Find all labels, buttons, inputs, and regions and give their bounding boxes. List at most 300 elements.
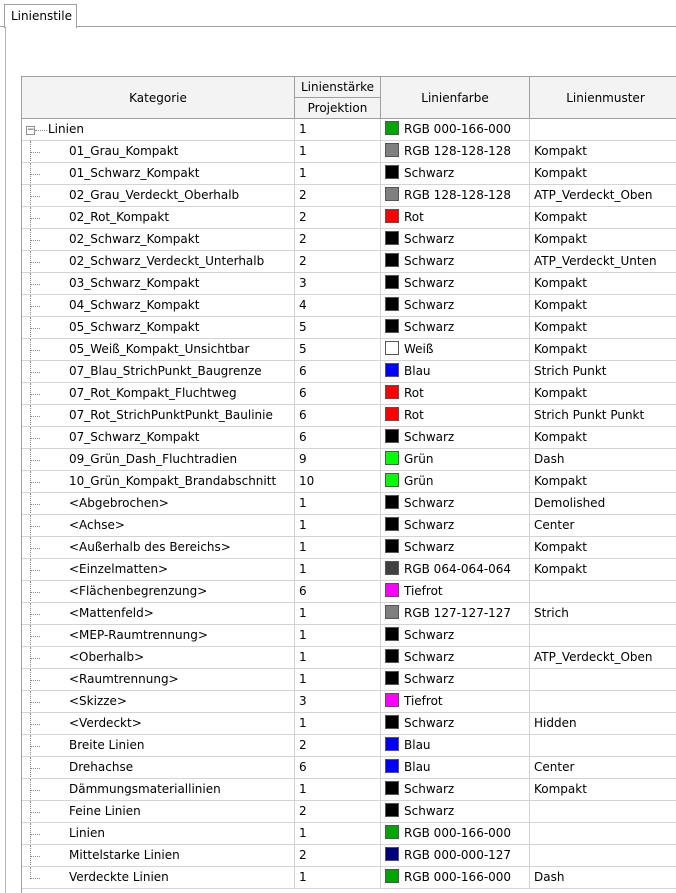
category-cell[interactable] bbox=[22, 647, 295, 669]
tab-linienstile[interactable]: Linienstile bbox=[4, 4, 77, 28]
table-row[interactable] bbox=[22, 229, 676, 251]
category-name: Linien bbox=[69, 826, 105, 840]
line-color-cell[interactable] bbox=[381, 383, 530, 405]
color-swatch-icon bbox=[385, 627, 399, 641]
category-cell[interactable] bbox=[22, 691, 295, 713]
header-projektion[interactable]: Projektion bbox=[295, 98, 381, 119]
category-cell[interactable] bbox=[22, 823, 295, 845]
line-weight-cell[interactable]: 9 bbox=[295, 449, 381, 471]
category-cell[interactable] bbox=[22, 449, 295, 471]
category-name: <Raumtrennung> bbox=[69, 672, 179, 686]
line-color-cell[interactable] bbox=[381, 581, 530, 603]
line-weight-cell[interactable]: 3 bbox=[295, 691, 381, 713]
color-swatch-icon bbox=[385, 649, 399, 663]
color-swatch-icon bbox=[385, 759, 399, 773]
tree-connector bbox=[30, 658, 40, 659]
line-pattern-cell[interactable]: Kompakt bbox=[530, 427, 676, 449]
table-row[interactable] bbox=[22, 537, 676, 559]
table-row[interactable] bbox=[22, 339, 676, 361]
tree-connector bbox=[30, 812, 40, 813]
line-color-label: Rot bbox=[404, 408, 424, 422]
tree-connector bbox=[30, 394, 40, 395]
category-name: 02_Schwarz_Kompakt bbox=[69, 232, 200, 246]
color-swatch-icon bbox=[385, 495, 399, 509]
line-color-cell[interactable] bbox=[381, 361, 530, 383]
color-swatch-icon bbox=[385, 385, 399, 399]
category-cell[interactable] bbox=[22, 471, 295, 493]
line-color-cell[interactable] bbox=[381, 823, 530, 845]
category-name: 01_Schwarz_Kompakt bbox=[69, 166, 200, 180]
line-color-label: Schwarz bbox=[404, 672, 455, 686]
tree-connector bbox=[30, 526, 40, 527]
line-color-label: Schwarz bbox=[404, 166, 455, 180]
line-color-label: Schwarz bbox=[404, 540, 455, 554]
category-cell[interactable] bbox=[22, 361, 295, 383]
table-row[interactable] bbox=[22, 207, 676, 229]
tree-connector bbox=[30, 570, 40, 571]
line-weight-cell[interactable]: 3 bbox=[295, 273, 381, 295]
category-cell[interactable] bbox=[22, 779, 295, 801]
table-row[interactable] bbox=[22, 383, 676, 405]
table-row[interactable] bbox=[22, 801, 676, 823]
line-pattern-cell[interactable]: Kompakt bbox=[530, 339, 676, 361]
line-color-label: RGB 064-064-064 bbox=[404, 562, 512, 576]
color-swatch-icon bbox=[385, 715, 399, 729]
category-cell[interactable] bbox=[22, 163, 295, 185]
color-swatch-icon bbox=[385, 473, 399, 487]
table-row[interactable] bbox=[22, 449, 676, 471]
line-color-cell[interactable] bbox=[381, 559, 530, 581]
line-pattern-cell[interactable] bbox=[530, 735, 676, 757]
line-weight-cell[interactable]: 2 bbox=[295, 185, 381, 207]
tree-connector bbox=[30, 460, 40, 461]
header-kategorie[interactable]: Kategorie bbox=[22, 77, 295, 119]
category-cell[interactable] bbox=[22, 119, 295, 141]
line-pattern-cell[interactable]: Hidden bbox=[530, 713, 676, 735]
category-name: 07_Rot_StrichPunktPunkt_Baulinie bbox=[69, 408, 273, 422]
tree-connector bbox=[30, 790, 40, 791]
category-name: 03_Schwarz_Kompakt bbox=[69, 276, 200, 290]
color-swatch-icon bbox=[385, 517, 399, 531]
color-swatch-icon bbox=[385, 737, 399, 751]
line-pattern-cell[interactable]: Strich Punkt bbox=[530, 361, 676, 383]
category-name: 07_Schwarz_Kompakt bbox=[69, 430, 200, 444]
color-swatch-icon bbox=[385, 605, 399, 619]
line-color-label: Tiefrot bbox=[404, 694, 443, 708]
category-cell[interactable] bbox=[22, 493, 295, 515]
line-weight-cell[interactable]: 6 bbox=[295, 361, 381, 383]
table-row[interactable] bbox=[22, 867, 676, 889]
tree-connector bbox=[30, 614, 40, 615]
category-name: Feine Linien bbox=[69, 804, 141, 818]
category-cell[interactable] bbox=[22, 757, 295, 779]
tree-connector bbox=[30, 262, 40, 263]
line-color-cell[interactable] bbox=[381, 141, 530, 163]
line-color-label: RGB 000-000-127 bbox=[404, 848, 512, 862]
category-cell[interactable] bbox=[22, 141, 295, 163]
line-color-cell[interactable] bbox=[381, 207, 530, 229]
line-color-label: Schwarz bbox=[404, 650, 455, 664]
color-swatch-icon bbox=[385, 693, 399, 707]
line-weight-cell[interactable]: 1 bbox=[295, 669, 381, 691]
line-pattern-cell[interactable]: Strich bbox=[530, 603, 676, 625]
color-swatch-icon bbox=[385, 209, 399, 223]
line-weight-cell[interactable]: 2 bbox=[295, 229, 381, 251]
table-row[interactable] bbox=[22, 669, 676, 691]
category-cell[interactable] bbox=[22, 845, 295, 867]
line-pattern-cell[interactable]: ATP_Verdeckt_Unten bbox=[530, 251, 676, 273]
line-weight-cell[interactable]: 1 bbox=[295, 713, 381, 735]
line-color-cell[interactable] bbox=[381, 845, 530, 867]
line-weight-cell[interactable]: 6 bbox=[295, 581, 381, 603]
tree-connector bbox=[30, 328, 40, 329]
color-swatch-icon bbox=[385, 451, 399, 465]
tree-connector bbox=[30, 702, 40, 703]
line-weight-cell[interactable]: 2 bbox=[295, 207, 381, 229]
line-weight-cell[interactable]: 1 bbox=[295, 867, 381, 889]
tree-connector bbox=[30, 372, 40, 373]
line-color-cell[interactable] bbox=[381, 119, 530, 141]
table-row[interactable] bbox=[22, 295, 676, 317]
line-pattern-cell[interactable]: Strich Punkt Punkt bbox=[530, 405, 676, 427]
line-color-cell[interactable] bbox=[381, 251, 530, 273]
line-color-label: Schwarz bbox=[404, 716, 455, 730]
category-name: <Verdeckt> bbox=[69, 716, 142, 730]
category-name: Breite Linien bbox=[69, 738, 145, 752]
tree-row-root[interactable] bbox=[22, 119, 676, 141]
line-color-cell[interactable] bbox=[381, 713, 530, 735]
header-linienfarbe[interactable]: Linienfarbe bbox=[381, 77, 530, 119]
table-row[interactable] bbox=[22, 779, 676, 801]
line-weight-cell[interactable]: 1 bbox=[295, 515, 381, 537]
category-cell[interactable] bbox=[22, 801, 295, 823]
line-weight-cell[interactable]: 6 bbox=[295, 757, 381, 779]
line-color-label: Schwarz bbox=[404, 628, 455, 642]
line-color-cell[interactable] bbox=[381, 185, 530, 207]
tree-connector bbox=[30, 284, 40, 285]
table-row[interactable] bbox=[22, 691, 676, 713]
line-color-label: Blau bbox=[404, 364, 431, 378]
line-weight-cell[interactable]: 2 bbox=[295, 801, 381, 823]
line-weight-cell[interactable]: 2 bbox=[295, 735, 381, 757]
line-color-label: RGB 128-128-128 bbox=[404, 144, 512, 158]
table-row[interactable] bbox=[22, 515, 676, 537]
line-pattern-cell[interactable]: ATP_Verdeckt_Oben bbox=[530, 185, 676, 207]
line-pattern-cell[interactable]: Center bbox=[530, 515, 676, 537]
line-color-cell[interactable] bbox=[381, 801, 530, 823]
line-weight-cell[interactable]: 1 bbox=[295, 625, 381, 647]
color-swatch-icon bbox=[385, 143, 399, 157]
category-cell[interactable] bbox=[22, 515, 295, 537]
line-weight-cell[interactable]: 1 bbox=[295, 119, 381, 141]
table-row[interactable] bbox=[22, 845, 676, 867]
table-row[interactable] bbox=[22, 163, 676, 185]
line-color-label: Schwarz bbox=[404, 254, 455, 268]
line-pattern-cell[interactable]: Center bbox=[530, 757, 676, 779]
line-color-label: Schwarz bbox=[404, 298, 455, 312]
table-row[interactable] bbox=[22, 251, 676, 273]
category-cell[interactable] bbox=[22, 537, 295, 559]
line-pattern-cell[interactable]: Kompakt bbox=[530, 229, 676, 251]
line-pattern-cell[interactable]: Kompakt bbox=[530, 559, 676, 581]
color-swatch-icon bbox=[385, 363, 399, 377]
color-swatch-icon bbox=[385, 847, 399, 861]
tree-connector bbox=[30, 438, 40, 439]
table-row[interactable] bbox=[22, 603, 676, 625]
line-color-label: RGB 000-166-000 bbox=[404, 870, 512, 884]
color-swatch-icon bbox=[385, 187, 399, 201]
line-color-cell[interactable] bbox=[381, 405, 530, 427]
line-color-label: Rot bbox=[404, 210, 424, 224]
category-cell[interactable] bbox=[22, 735, 295, 757]
line-color-cell[interactable] bbox=[381, 163, 530, 185]
category-name: 05_Schwarz_Kompakt bbox=[69, 320, 200, 334]
line-pattern-cell[interactable] bbox=[530, 581, 676, 603]
line-pattern-cell[interactable] bbox=[530, 845, 676, 867]
category-cell[interactable] bbox=[22, 867, 295, 889]
category-name: 05_Weiß_Kompakt_Unsichtbar bbox=[69, 342, 250, 356]
line-weight-cell[interactable]: 1 bbox=[295, 493, 381, 515]
line-color-label: Grün bbox=[404, 474, 434, 488]
header-linienstaerke[interactable]: Linienstärke bbox=[295, 77, 381, 98]
table-row[interactable] bbox=[22, 823, 676, 845]
line-pattern-cell[interactable] bbox=[530, 625, 676, 647]
category-name: <Außerhalb des Bereichs> bbox=[69, 540, 231, 554]
color-swatch-icon bbox=[385, 319, 399, 333]
line-weight-cell[interactable]: 5 bbox=[295, 317, 381, 339]
tree-connector bbox=[30, 834, 40, 835]
category-name: 04_Schwarz_Kompakt bbox=[69, 298, 200, 312]
line-pattern-cell[interactable] bbox=[530, 119, 676, 141]
category-cell[interactable] bbox=[22, 185, 295, 207]
tree-connector bbox=[30, 746, 40, 747]
line-pattern-cell[interactable] bbox=[530, 801, 676, 823]
line-color-cell[interactable] bbox=[381, 647, 530, 669]
category-cell[interactable] bbox=[22, 603, 295, 625]
tree-connector bbox=[30, 152, 40, 153]
table-row[interactable] bbox=[22, 141, 676, 163]
color-swatch-icon bbox=[385, 231, 399, 245]
line-color-cell[interactable] bbox=[381, 449, 530, 471]
line-color-label: Weiß bbox=[404, 342, 434, 356]
line-color-cell[interactable] bbox=[381, 229, 530, 251]
category-name: Verdeckte Linien bbox=[69, 870, 169, 884]
color-swatch-icon bbox=[385, 253, 399, 267]
line-pattern-cell[interactable] bbox=[530, 823, 676, 845]
color-swatch-icon bbox=[385, 341, 399, 355]
table-row[interactable] bbox=[22, 757, 676, 779]
tree-connector bbox=[30, 306, 40, 307]
line-color-label: Schwarz bbox=[404, 430, 455, 444]
line-color-cell[interactable] bbox=[381, 515, 530, 537]
category-cell[interactable] bbox=[22, 713, 295, 735]
category-name: <Abgebrochen> bbox=[69, 496, 169, 510]
line-styles-grid bbox=[21, 76, 676, 893]
color-swatch-icon bbox=[385, 781, 399, 795]
category-name: <Mattenfeld> bbox=[69, 606, 154, 620]
line-weight-cell[interactable]: 1 bbox=[295, 559, 381, 581]
category-name: <MEP-Raumtrennung> bbox=[69, 628, 208, 642]
category-name: 07_Blau_StrichPunkt_Baugrenze bbox=[69, 364, 262, 378]
category-name: 01_Grau_Kompakt bbox=[69, 144, 179, 158]
category-cell[interactable] bbox=[22, 339, 295, 361]
category-cell[interactable] bbox=[22, 273, 295, 295]
line-weight-cell[interactable]: 2 bbox=[295, 845, 381, 867]
tab-strip bbox=[0, 0, 676, 27]
line-weight-cell[interactable]: 1 bbox=[295, 163, 381, 185]
category-name: 02_Rot_Kompakt bbox=[69, 210, 170, 224]
tree-connector bbox=[30, 768, 40, 769]
category-cell[interactable] bbox=[22, 405, 295, 427]
category-cell[interactable] bbox=[22, 427, 295, 449]
category-cell[interactable] bbox=[22, 295, 295, 317]
category-name: Mittelstarke Linien bbox=[69, 848, 180, 862]
line-weight-cell[interactable]: 1 bbox=[295, 537, 381, 559]
line-pattern-cell[interactable]: Kompakt bbox=[530, 141, 676, 163]
line-pattern-cell[interactable] bbox=[530, 691, 676, 713]
line-color-label: Grün bbox=[404, 452, 434, 466]
line-weight-cell[interactable]: 4 bbox=[295, 295, 381, 317]
line-weight-cell[interactable]: 1 bbox=[295, 141, 381, 163]
line-pattern-cell[interactable]: Kompakt bbox=[530, 471, 676, 493]
category-name: 02_Schwarz_Verdeckt_Unterhalb bbox=[69, 254, 265, 268]
header-linienmuster[interactable]: Linienmuster bbox=[530, 77, 676, 119]
category-cell[interactable] bbox=[22, 317, 295, 339]
line-color-cell[interactable] bbox=[381, 779, 530, 801]
tree-connector bbox=[30, 548, 40, 549]
line-color-cell[interactable] bbox=[381, 691, 530, 713]
table-row[interactable] bbox=[22, 273, 676, 295]
color-swatch-icon bbox=[385, 407, 399, 421]
line-color-cell[interactable] bbox=[381, 317, 530, 339]
line-pattern-cell[interactable]: Kompakt bbox=[530, 295, 676, 317]
line-color-cell[interactable] bbox=[381, 603, 530, 625]
collapse-icon[interactable]: − bbox=[27, 125, 35, 135]
table-row[interactable] bbox=[22, 361, 676, 383]
line-pattern-cell[interactable]: Dash bbox=[530, 867, 676, 889]
table-row[interactable] bbox=[22, 735, 676, 757]
line-weight-cell[interactable]: 1 bbox=[295, 823, 381, 845]
line-weight-cell[interactable]: 1 bbox=[295, 779, 381, 801]
line-pattern-cell[interactable]: Kompakt bbox=[530, 273, 676, 295]
category-name: <Einzelmatten> bbox=[69, 562, 169, 576]
line-pattern-cell[interactable]: Kompakt bbox=[530, 537, 676, 559]
table-row[interactable] bbox=[22, 317, 676, 339]
tree-connector bbox=[30, 350, 40, 351]
color-swatch-icon bbox=[385, 803, 399, 817]
table-row[interactable] bbox=[22, 471, 676, 493]
line-color-label: Schwarz bbox=[404, 320, 455, 334]
table-row[interactable] bbox=[22, 559, 676, 581]
line-weight-cell[interactable]: 2 bbox=[295, 251, 381, 273]
line-color-cell[interactable] bbox=[381, 493, 530, 515]
line-weight-cell[interactable]: 6 bbox=[295, 383, 381, 405]
tree-connector bbox=[30, 856, 40, 857]
table-row[interactable] bbox=[22, 185, 676, 207]
line-pattern-cell[interactable]: ATP_Verdeckt_Oben bbox=[530, 647, 676, 669]
tree-connector bbox=[30, 416, 40, 417]
tree-connector bbox=[30, 504, 40, 505]
line-weight-cell[interactable]: 1 bbox=[295, 603, 381, 625]
category-cell[interactable] bbox=[22, 383, 295, 405]
color-swatch-icon bbox=[385, 165, 399, 179]
tree-connector bbox=[30, 636, 40, 637]
category-cell[interactable] bbox=[22, 559, 295, 581]
line-color-cell[interactable] bbox=[381, 735, 530, 757]
line-color-cell[interactable] bbox=[381, 295, 530, 317]
category-name: Linien bbox=[48, 122, 84, 136]
table-row[interactable] bbox=[22, 647, 676, 669]
color-swatch-icon bbox=[385, 671, 399, 685]
category-name: <Flächenbegrenzung> bbox=[69, 584, 208, 598]
line-pattern-cell[interactable] bbox=[530, 669, 676, 691]
category-name: <Achse> bbox=[69, 518, 125, 532]
category-cell[interactable] bbox=[22, 229, 295, 251]
line-color-cell[interactable] bbox=[381, 273, 530, 295]
line-pattern-cell[interactable]: Demolished bbox=[530, 493, 676, 515]
line-color-cell[interactable] bbox=[381, 669, 530, 691]
line-pattern-cell[interactable]: Kompakt bbox=[530, 383, 676, 405]
color-swatch-icon bbox=[385, 539, 399, 553]
line-weight-cell[interactable]: 5 bbox=[295, 339, 381, 361]
category-cell[interactable] bbox=[22, 581, 295, 603]
color-swatch-icon bbox=[385, 429, 399, 443]
table-row[interactable] bbox=[22, 493, 676, 515]
line-weight-cell[interactable]: 10 bbox=[295, 471, 381, 493]
line-weight-cell[interactable]: 1 bbox=[295, 647, 381, 669]
line-color-label: Blau bbox=[404, 738, 431, 752]
category-name: Dämmungsmateriallinien bbox=[69, 782, 221, 796]
category-name: 10_Grün_Kompakt_Brandabschnitt bbox=[69, 474, 277, 488]
line-weight-cell[interactable]: 6 bbox=[295, 405, 381, 427]
line-weight-cell[interactable]: 6 bbox=[295, 427, 381, 449]
line-pattern-cell[interactable]: Kompakt bbox=[530, 163, 676, 185]
line-color-cell[interactable] bbox=[381, 339, 530, 361]
color-swatch-icon bbox=[385, 825, 399, 839]
table-row[interactable] bbox=[22, 405, 676, 427]
tree-connector bbox=[35, 130, 47, 131]
line-pattern-cell[interactable]: Kompakt bbox=[530, 207, 676, 229]
line-color-cell[interactable] bbox=[381, 427, 530, 449]
line-color-label: RGB 000-166-000 bbox=[404, 826, 512, 840]
line-pattern-cell[interactable]: Kompakt bbox=[530, 317, 676, 339]
line-pattern-cell[interactable]: Dash bbox=[530, 449, 676, 471]
line-pattern-cell[interactable]: Kompakt bbox=[530, 779, 676, 801]
category-name: 09_Grün_Dash_Fluchtradien bbox=[69, 452, 238, 466]
line-color-cell[interactable] bbox=[381, 757, 530, 779]
line-color-cell[interactable] bbox=[381, 537, 530, 559]
tree-connector bbox=[30, 218, 40, 219]
color-swatch-icon bbox=[385, 561, 399, 575]
table-row[interactable] bbox=[22, 427, 676, 449]
color-swatch-icon bbox=[385, 869, 399, 883]
category-name: 07_Rot_Kompakt_Fluchtweg bbox=[69, 386, 237, 400]
category-cell[interactable] bbox=[22, 207, 295, 229]
category-cell[interactable] bbox=[22, 251, 295, 273]
line-color-cell[interactable] bbox=[381, 471, 530, 493]
line-color-label: RGB 128-128-128 bbox=[404, 188, 512, 202]
tree-connector bbox=[30, 482, 40, 483]
line-color-cell[interactable] bbox=[381, 625, 530, 647]
line-color-label: Schwarz bbox=[404, 518, 455, 532]
table-row[interactable] bbox=[22, 581, 676, 603]
category-cell[interactable] bbox=[22, 625, 295, 647]
table-row[interactable] bbox=[22, 625, 676, 647]
line-color-label: Blau bbox=[404, 760, 431, 774]
table-row[interactable] bbox=[22, 713, 676, 735]
line-color-cell[interactable] bbox=[381, 867, 530, 889]
category-cell[interactable] bbox=[22, 669, 295, 691]
